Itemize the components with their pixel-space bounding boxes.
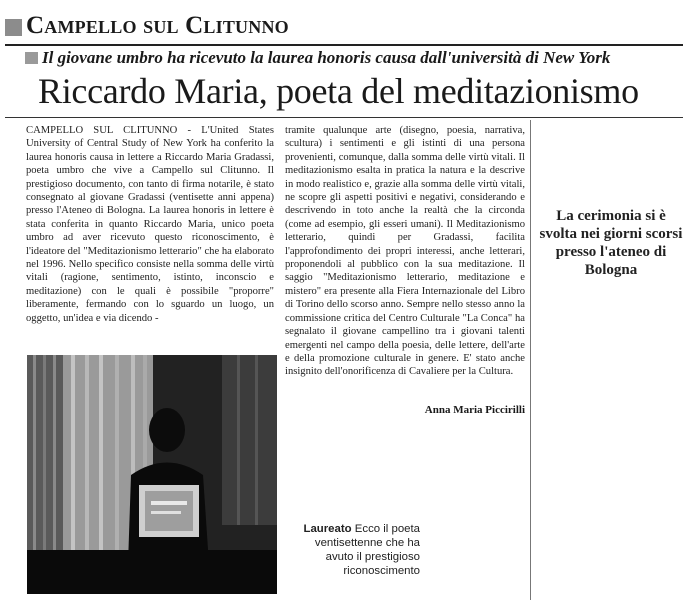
column-divider <box>530 120 531 600</box>
section-title: Campello sul Clitunno <box>26 12 289 39</box>
caption-label: Laureato <box>303 523 352 535</box>
pullquote: La cerimonia si è svolta nei giorni scorsi presso l'ateneo di Bologna <box>539 208 683 278</box>
caption-text: Ecco il poeta ventisettenne che ha avuto il prestigioso riconoscimento <box>314 523 420 577</box>
top-rule <box>5 44 683 46</box>
kicker-marker <box>25 52 38 64</box>
body-column-1: CAMPELLO SUL CLITUNNO - L'United States University of Central Study of New York ha conferito la laurea honoris causa in lettere a Riccardo Maria Gradassi, poeta umbro che vive a Campello sul Clitunno. Il prestigioso documento, con tanto di firma notarile, è stato consegnato al giovane Gradassi (ventisette anni appena) presso l'Ateneo di Bologna. La laurea honoris in lettere è stata conferita in quanto Riccardo Maria, unico poeta umbro ad aver ricevuto questo riconoscimento, è l'ideatore del "Meditazionismo letterario" che ha elaborato nel 1996. Nello specifico consiste nella somma delle virtù vitali (ragione, sentimento, istinto, inconscio e meditazione) con le quali è possibile "proporre" liberamente, fermando con lo sguardo un luogo, un oggetto, un'idea e via dicendo - <box>26 125 274 324</box>
photo-caption <box>285 522 420 578</box>
photo-graphic <box>27 355 277 594</box>
headline-rule <box>5 117 683 118</box>
body-column-2: tramite qualunque arte (disegno, poesia, narrativa, scultura) i sentimenti e gli istinti di una persona provenienti, comunque, dalla somma delle virtù vitali. Il meditazionismo esalta in pratica la natura e la descrive in modo realistico e, grazie alla somma delle virtù vitali, ne scopre gli aspetti positivi e negativi, considerando e descrivendo in toto anche la realtà che la circonda (come ad esempio, gli esseri umani). Il Meditazionismo letterario, quindi per Gradassi, facilita l'approfondimento dei propri interessi, anche letterari, proponendoli al pubblico con la sua meditazione. Il saggio "Meditazionismo letterario, meditazione e mistero" era presente alla Fiera Internazionale del Libro di Torino dello scorso anno. Sempre nello stesso anno la commissione critica del Centro Culturale "La Conca" ha segnalato il giovane campellino tra i giovani talenti emergenti nel campo della poesia, delle lettere, dell'arte e della promozione culturale in genere. E' stato anche insignito dell'onorificenza di Cavaliere per la Cultura. <box>285 125 525 378</box>
headline: Riccardo Maria, poeta del meditazionismo <box>38 71 639 111</box>
kicker: Il giovane umbro ha ricevuto la laurea honoris causa dall'università di New York <box>42 48 611 67</box>
section-marker <box>5 19 22 36</box>
photo <box>27 355 277 594</box>
byline: Anna Maria Piccirilli <box>424 404 525 416</box>
